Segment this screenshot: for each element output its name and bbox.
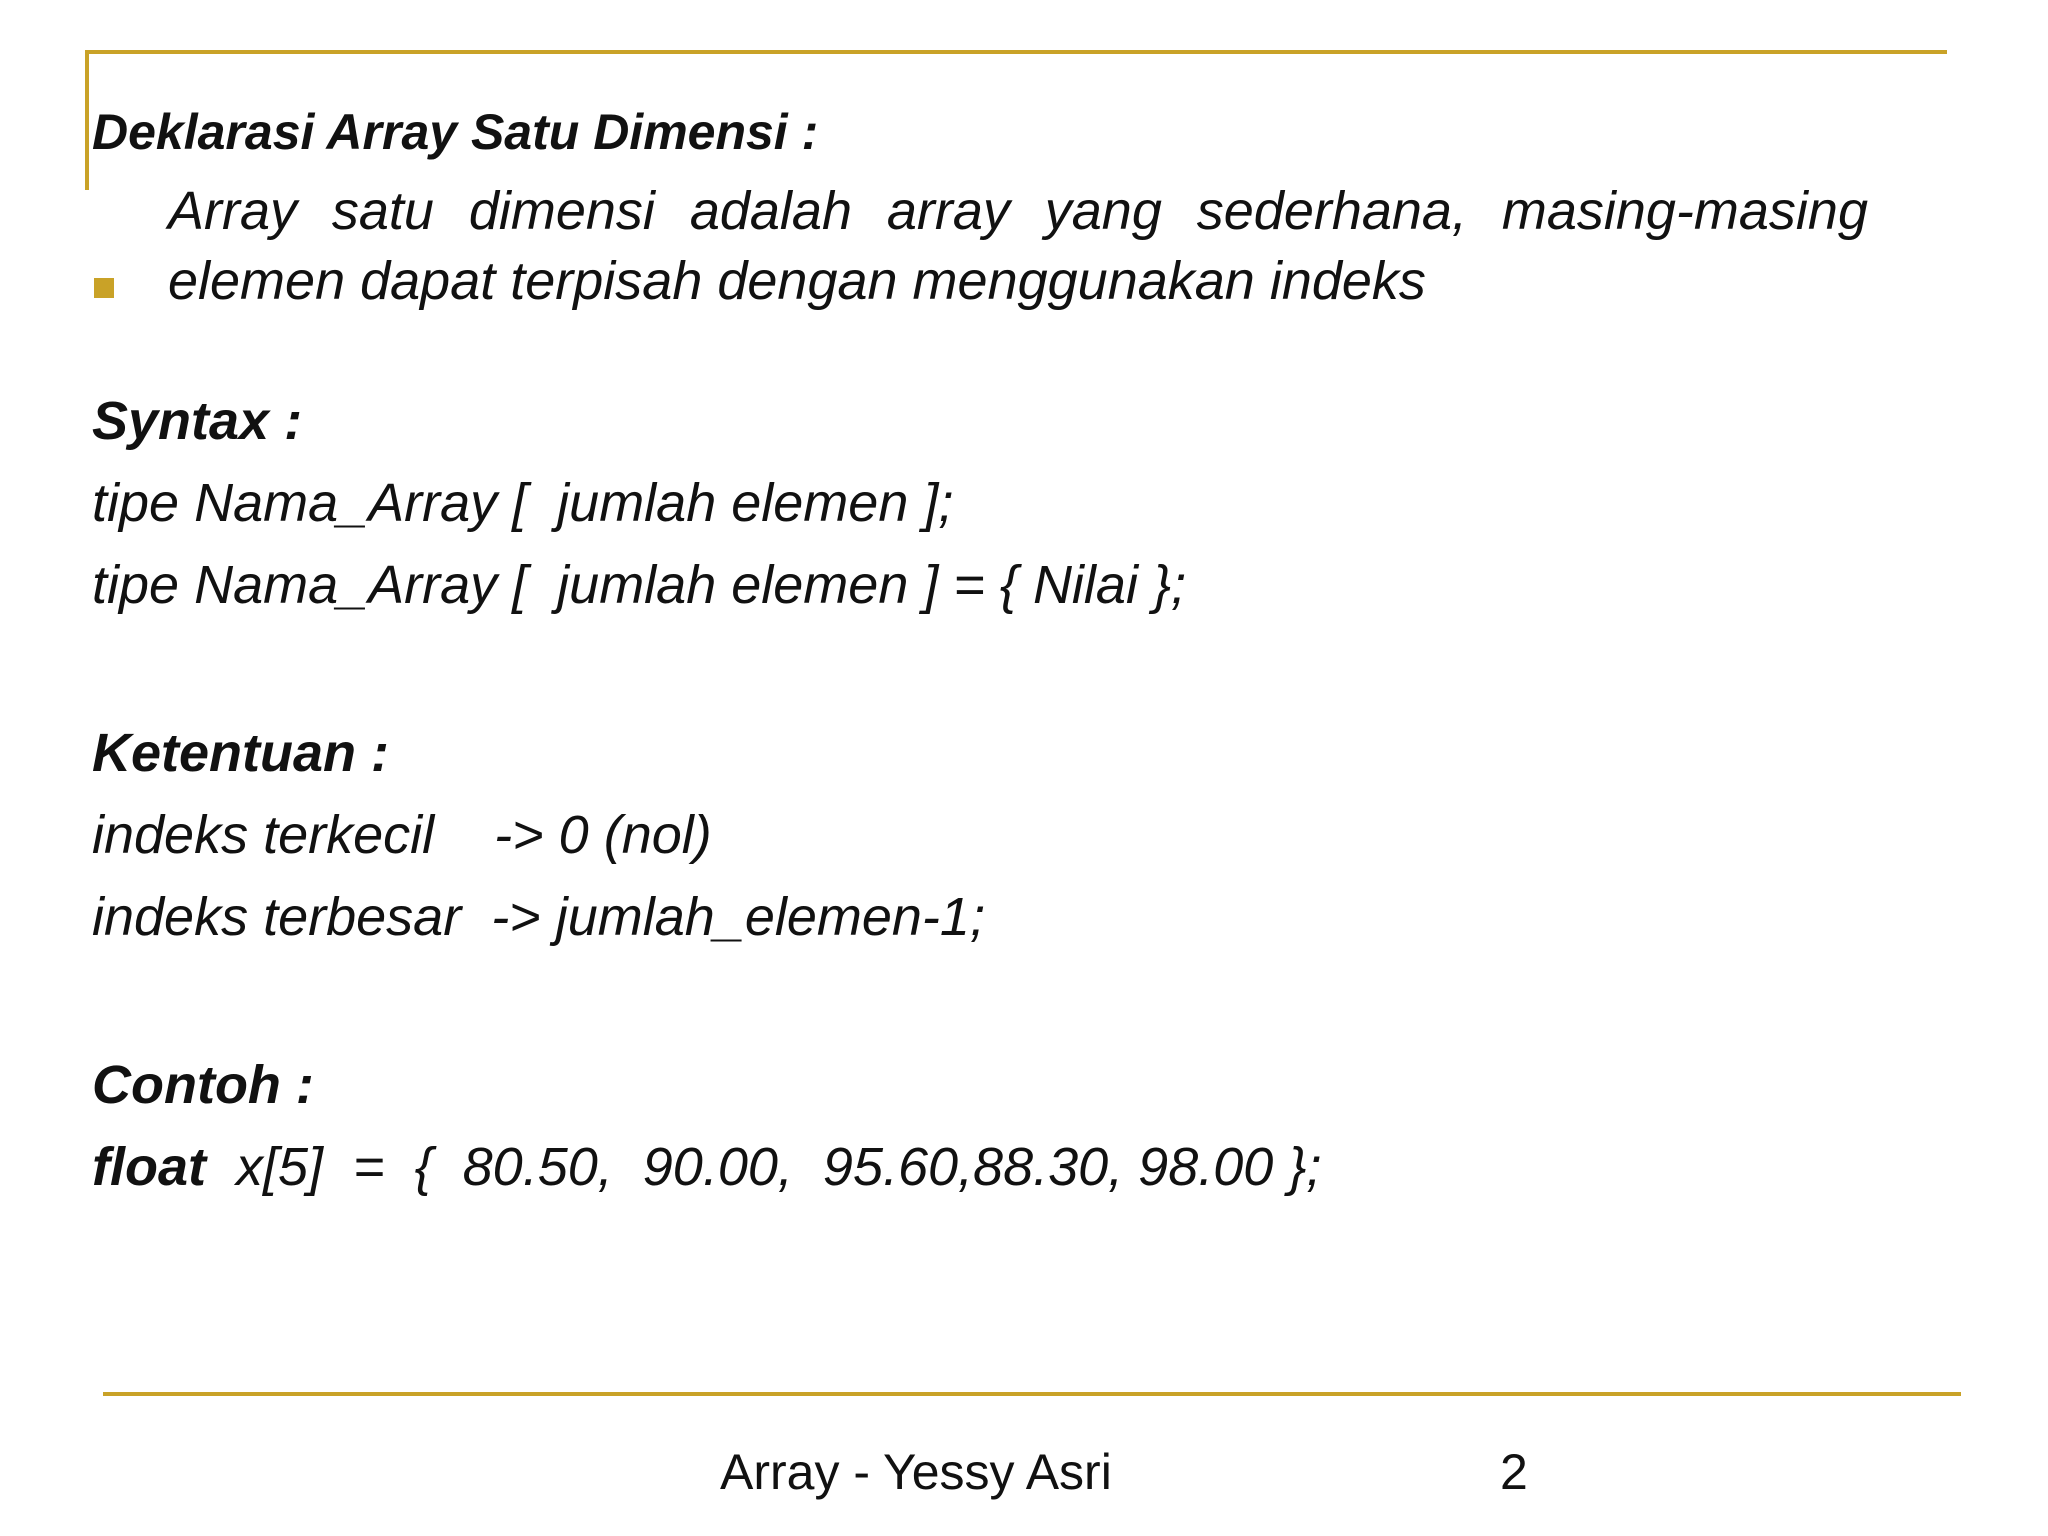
contoh-code: x[5] = { 80.50, 90.00, 95.60,88.30, 98.00 }; — [206, 1137, 1322, 1197]
ketentuan-line-1: indeks terkecil -> 0 (nol) — [92, 805, 712, 865]
top-divider — [85, 50, 1947, 54]
square-bullet-icon — [94, 278, 114, 298]
ketentuan-section — [92, 712, 1892, 958]
slide-content — [92, 100, 1892, 1208]
page-number: 2 — [1500, 1444, 1528, 1500]
contoh-section — [92, 1044, 1892, 1208]
bullet-text: Array satu dimensi adalah array yang sederhana, masing-masing elemen dapat terpisah dengan menggunakan indeks — [168, 181, 1868, 311]
syntax-line-1: tipe Nama_Array [ jumlah elemen ]; — [92, 473, 954, 533]
bullet-item — [92, 176, 1948, 316]
syntax-title: Syntax : — [92, 391, 303, 451]
contoh-code-line — [92, 1126, 1892, 1208]
syntax-line-2: tipe Nama_Array [ jumlah elemen ] = { Nilai }; — [92, 555, 1187, 615]
left-accent-bar — [85, 50, 89, 190]
slide-heading: Deklarasi Array Satu Dimensi : — [92, 104, 819, 160]
contoh-keyword: float — [92, 1137, 206, 1197]
contoh-title: Contoh : — [92, 1055, 314, 1115]
ketentuan-title: Ketentuan : — [92, 723, 389, 783]
bottom-divider — [103, 1392, 1961, 1396]
ketentuan-line-2: indeks terbesar -> jumlah_elemen-1; — [92, 887, 985, 947]
syntax-section — [92, 380, 1892, 626]
footer-title: Array - Yessy Asri — [720, 1444, 1112, 1500]
